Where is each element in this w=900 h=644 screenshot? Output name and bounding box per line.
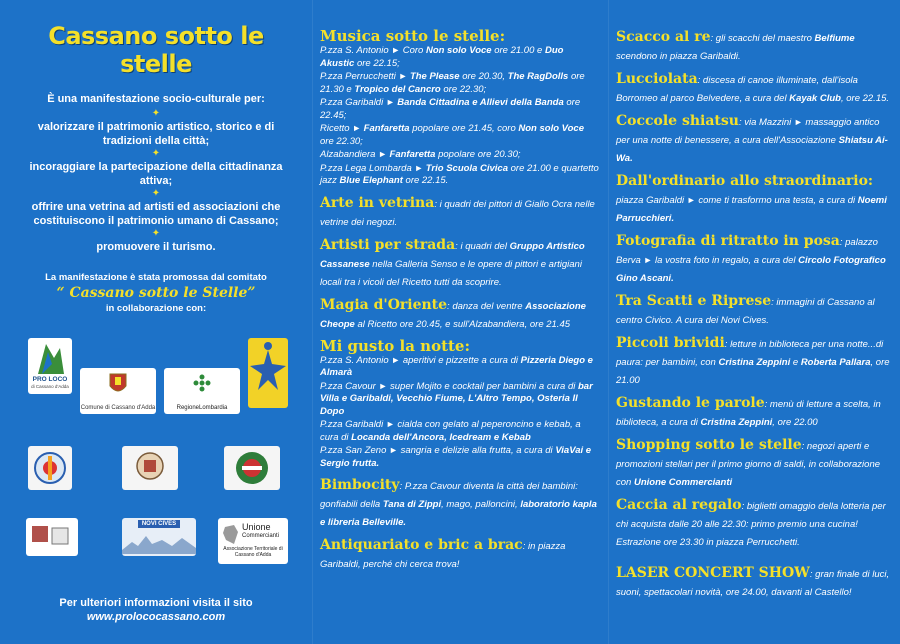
highlight-text: Fanfaretta (363, 123, 410, 134)
section-text: : in piazza Garibaldi, perché chi cerca trova! (320, 541, 566, 570)
highlight-text: Duo Akustic (320, 45, 564, 69)
arrow-icon: ► (391, 354, 401, 365)
unione-sub: Commercianti (242, 533, 280, 539)
section-text: ore 22.15. (402, 175, 449, 186)
musica-lines (320, 44, 600, 188)
place-text: P.zza San Zeno (320, 445, 390, 456)
section-text: : gran finale di luci, suoni, spettacolari novità, ore 24.00, davanti al Castello! (616, 569, 890, 598)
proloco-logo (28, 338, 72, 394)
place-text: Alzabandiera (320, 149, 379, 160)
highlight-text: Tana di Zippi (382, 499, 442, 510)
arrow-icon: ► (352, 123, 364, 133)
section-text: ore 22.30; (320, 135, 363, 147)
unione-desc: Associazione Territoriale di Cassano d'Adda (223, 546, 283, 558)
section-title: Caccia al regalo (616, 497, 742, 513)
section-antiquariato (320, 536, 600, 572)
section-text: : via Mazzini (738, 117, 794, 128)
section-title: Coccole shiatsu (616, 113, 739, 129)
unione-commercianti-logo (218, 518, 288, 564)
place-text: P.zza Garibaldi (320, 97, 386, 108)
novi-cives-label: NOVI CIVES (138, 520, 180, 528)
section-text: ore 21.00 e quartetto jazz (320, 162, 599, 186)
highlight-text: Associazione Cheope (320, 300, 586, 330)
section-text: : immagini di Cassano al centro Civico. A cura dei Novi Cives. (616, 297, 875, 326)
section-brividi (616, 334, 890, 388)
section-title: LASER CONCERT SHOW (616, 565, 810, 581)
highlight-text: Locanda dell'Ancora, Icedream e Kebab (351, 431, 531, 443)
arrow-icon: ► (378, 380, 388, 391)
main-title: Cassano sotto le stelle (48, 22, 264, 78)
highlight-text: Cristina Zeppini (718, 357, 791, 368)
section-text: : i quadri dei pittori di Giallo Ocra nelle vetrine dei negozi. (320, 198, 595, 228)
proloco-emblem-icon (28, 338, 72, 378)
highlight-text: Kayak Club (789, 93, 841, 104)
section-text: , ore 21.00 (616, 357, 890, 386)
place-text: P.zza Garibaldi (320, 419, 386, 430)
right-column (608, 0, 900, 644)
section-text: sangria e delizie alla frutta, a cura di (397, 445, 556, 456)
musica-line (320, 148, 600, 162)
section-text: come ti trasformo una testa, a cura di (695, 195, 858, 206)
section-title: Mi gusto la notte: (320, 336, 471, 355)
section-title: Musica sotto le stelle: (320, 27, 506, 45)
section-text: : P.zza Cavour diventa la città dei bambini: gonfiabili della (320, 481, 578, 510)
arrow-icon: ► (389, 445, 398, 455)
section-text: : menù di letture a scelta, in biblioteca, a cura di (616, 399, 881, 428)
highlight-text: bar Villa e Garibaldi, Vecchio Fiume, L'Altro Tempo, Osteria Il Dopo (320, 380, 593, 417)
place-text: Ricetto (320, 123, 353, 134)
section-title: Fotografia di ritratto in posa (616, 233, 840, 249)
highlight-text: ViaVai e Sergio frutta. (320, 445, 592, 469)
star-icon: ✦ (151, 228, 161, 239)
coat-of-arms-icon (108, 372, 128, 396)
highlight-text: Unione Commercianti (633, 477, 733, 488)
section-text: popolare ore 20.30; (435, 149, 521, 160)
section-text: scendono in piazza Garibaldi. (616, 51, 741, 62)
arrow-icon: ► (398, 71, 410, 81)
section-title: Arte in vetrina (320, 194, 435, 211)
section-text: la vostra foto in regalo, a cura del (652, 255, 799, 266)
section-scacco (616, 28, 890, 64)
section-title: Dall'ordinario allo straordinario: (616, 173, 874, 189)
town-skyline-icon (122, 530, 196, 554)
section-text: , ore 22.15. (840, 93, 890, 104)
section-coccole (616, 112, 890, 166)
aim-item: incoraggiare la partecipazione della cittadinanza attiva; (29, 161, 283, 187)
section-text: ore 21.30 e (320, 71, 585, 95)
association-logo-1 (28, 446, 72, 490)
section-text: popolare ore 21.45, coro (409, 123, 519, 134)
association-logo-2 (122, 446, 178, 490)
unione-title: Unione (242, 522, 271, 532)
highlight-text: Fanfaretta (389, 149, 436, 160)
arrow-icon: ► (793, 117, 803, 127)
arrow-icon: ► (414, 162, 426, 173)
section-text: e (790, 357, 801, 368)
section-title: Tra Scatti e Riprese (616, 293, 772, 309)
highlight-text: Shiatsu Ai-Wa. (616, 135, 888, 164)
section-musica (320, 28, 600, 188)
gusto-line (320, 380, 600, 419)
section-arte (320, 194, 600, 230)
section-text: : danza del ventre (447, 300, 526, 312)
highlight-text: Pizzeria Diego e Almarà (320, 354, 593, 378)
musica-line (320, 122, 600, 148)
section-ordinario (616, 172, 890, 226)
section-text: ore 22.15; (354, 57, 400, 69)
regione-logo (164, 368, 240, 414)
aim-item: valorizzare il patrimonio artistico, storico e di tradizioni della città; (37, 121, 275, 147)
section-title: Bimbocity (320, 477, 400, 493)
section-text: ore 22.30; (440, 83, 487, 95)
musica-line (320, 44, 600, 70)
section-artisti (320, 236, 600, 290)
sponsor-logos (26, 338, 286, 578)
gusto-line (320, 418, 600, 444)
round-badge-icon (224, 446, 280, 490)
highlight-text: Non solo Voce (425, 45, 492, 56)
aim-item: promuovere il turismo. (96, 241, 216, 253)
comune-logo (80, 368, 156, 414)
gusto-line (320, 444, 600, 470)
section-text: massaggio antico per una notte di benessere, a cura dell'Associazione (616, 117, 880, 146)
novi-cives-logo (122, 518, 196, 556)
section-text: : biglietti omaggio della lotteria per chi acquista dalle 20 alle 22.30: primo premio una cucina! Estrazione ore 23.30 in piazza Perrucchetti. (616, 501, 886, 548)
section-text: , mago, palloncini, (441, 499, 521, 510)
intro-text: È una manifestazione socio-culturale per: (47, 93, 265, 105)
section-gustando (616, 394, 890, 430)
rosa-camuna-icon (192, 373, 212, 393)
section-title: Magia d'Oriente (320, 296, 448, 313)
section-text: aperitivi e pizzette a cura di (400, 354, 521, 366)
gusto-line (320, 354, 600, 380)
footer-url[interactable]: www.prolococassano.com (86, 611, 226, 623)
comune-label: Comune di Cassano d'Adda (80, 405, 156, 411)
dancing-figure-icon (248, 338, 288, 408)
proloco-sublabel: di Cassano d'Adda (31, 384, 69, 389)
highlight-text: Belfiume (814, 33, 855, 44)
highlight-text: Circolo Fotografico Gino Ascani. (616, 255, 886, 284)
section-text: Coro (402, 45, 426, 56)
place-text: P.zza S. Antonio (320, 45, 392, 56)
highlight-text: Blue Elephant (339, 175, 403, 186)
section-text: cialda con gelato al peperoncino e kebab, a cura di (320, 419, 581, 443)
highlight-text: Gruppo Artistico Cassanese (320, 240, 585, 270)
section-title: Shopping sotto le stelle (616, 437, 802, 453)
section-caccia (616, 496, 890, 550)
section-text: super Mojito e cocktail per bambini a cura di (387, 380, 578, 392)
section-title: Antiquariato e bric a brac (320, 537, 523, 553)
musica-line (320, 96, 600, 122)
highlight-text: laboratorio kapla e libreria Belleville. (320, 499, 597, 528)
arrow-icon: ► (385, 419, 395, 429)
arrow-icon: ► (378, 149, 390, 159)
section-title: Scacco al re (616, 29, 711, 45)
place-text: P.zza S. Antonio (320, 354, 392, 366)
masks-icon (26, 518, 78, 556)
star-figure-logo (248, 338, 288, 408)
section-gusto (320, 338, 600, 471)
section-fotografia (616, 232, 890, 286)
section-shopping (616, 436, 890, 490)
section-bimbocity (320, 476, 600, 530)
aim-item: offrire una vetrina ad artisti ed associazioni che costituiscono il patrimonio umano di Cassano; (31, 201, 281, 227)
highlight-text: The RagDolls (507, 71, 569, 82)
highlight-text: Noemi Parrucchieri. (616, 195, 887, 224)
section-text: ore 22.45; (320, 97, 581, 121)
section-title: Lucciolata (616, 71, 698, 87)
section-text: piazza Garibaldi (616, 195, 687, 206)
highlight-text: Trio Scuola Civica (425, 162, 508, 174)
musica-line (320, 70, 600, 96)
star-icon: ✦ (151, 188, 161, 199)
section-text: ore 20.30, (459, 71, 508, 82)
highlight-text: Cristina Zeppini (700, 417, 773, 428)
arrow-icon: ► (385, 97, 398, 107)
section-text: nella Galleria Senso e le opere di pittori e artigiani locali tra i vicoli del Ricetto tutti da scoprire. (320, 258, 582, 288)
circle-emblem-icon (28, 446, 72, 490)
section-text: : discesa di canoe illuminate, dall'isola Borromeo al parco Belvedere, a cura del (616, 75, 858, 104)
section-magia (320, 296, 600, 332)
highlight-text: Roberta Pallara (800, 357, 871, 368)
star-icon: ✦ (151, 148, 161, 159)
committee-name: “ Cassano sotto le Stelle” (56, 285, 256, 301)
section-scatti (616, 292, 890, 328)
crest-emblem-icon (122, 446, 178, 490)
section-text: : gli scacchi del maestro (710, 33, 815, 44)
place-text: P.zza Perrucchetti (320, 71, 399, 82)
section-lucciolata (616, 70, 890, 106)
arrow-icon: ► (686, 195, 696, 205)
association-logo-3 (224, 446, 280, 490)
highlight-text: Banda Cittadina e Allievi della Banda (397, 97, 564, 108)
section-laser (616, 564, 890, 600)
highlight-text: Tropico del Cancro (354, 83, 441, 95)
middle-column (312, 0, 608, 644)
section-title: Piccoli brividi (616, 335, 725, 351)
section-text: : negozi aperti e promozioni stellari per il primo giorno di saldi, in collaborazione con (616, 441, 881, 488)
section-text: , ore 22.00 (772, 417, 818, 428)
arrow-icon: ► (391, 45, 403, 55)
promo-text: La manifestazione è stata promossa dal comitato (45, 272, 267, 283)
regione-label: RegioneLombardia (176, 405, 228, 411)
section-text: al Ricetto ore 20.45, e sull'Alzabandiera, ore 21.45 (354, 318, 571, 330)
proloco-label: PRO LOCO (32, 376, 68, 383)
section-title: Artisti per strada (320, 236, 456, 253)
section-text: : letture in biblioteca per una notte...di paura: per bambini, con (616, 339, 884, 368)
place-text: P.zza Cavour (320, 380, 379, 392)
section-text: : i quadri del (455, 240, 510, 252)
map-outline-icon (222, 524, 240, 546)
section-text: ore 21.00 e (491, 45, 545, 56)
star-icon: ✦ (151, 108, 161, 119)
musica-line (320, 162, 600, 188)
section-title: Gustando le parole (616, 395, 765, 411)
highlight-text: The Please (409, 71, 460, 82)
highlight-text: Non solo Voce (518, 123, 585, 134)
place-text: P.zza Lega Lombarda (320, 162, 415, 174)
arrow-icon: ► (643, 255, 653, 265)
association-logo-4 (26, 518, 78, 556)
footer (14, 596, 298, 624)
collab-text: in collaborazione con: (105, 303, 207, 314)
section-text: : palazzo Berva (616, 237, 878, 266)
footer-line: Per ulteriori informazioni visita il sito (59, 597, 253, 609)
